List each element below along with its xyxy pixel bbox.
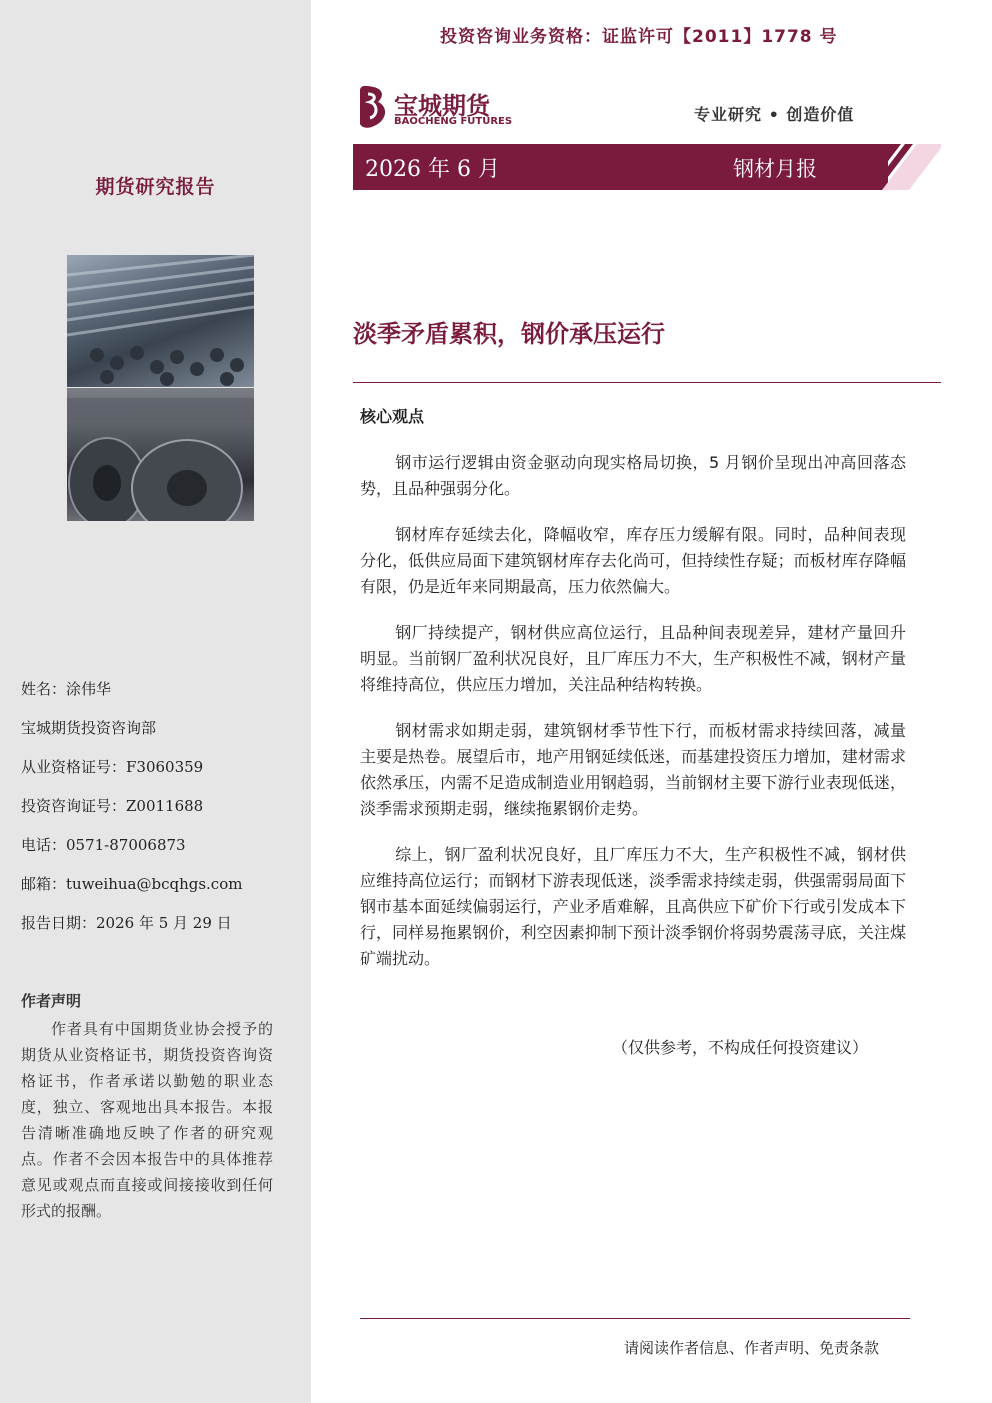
logo-mark-icon [356, 84, 390, 130]
paragraph: 钢市运行逻辑由资金驱动向现实格局切换，5 月钢价呈现出冲高回落态势，且品种强弱分化。 [360, 453, 906, 498]
footer-note: 请阅读作者信息、作者声明、免责条款 [624, 1339, 880, 1357]
logo-text-cn: 宝城期货 [394, 92, 490, 120]
author-info [21, 670, 242, 943]
slogan: 专业研究 • 创造价值 [694, 105, 855, 124]
report-headline: 淡季矛盾累积，钢价承压运行 [353, 320, 665, 348]
core-view-heading: 核心观点 [360, 407, 425, 426]
headline-divider [353, 382, 941, 383]
report-banner [353, 144, 941, 190]
paragraph: 钢材库存延续去化，降幅收窄，库存压力缓解有限。同时，品种间表现分化，低供应局面下建筑钢材库存去化尚可，但持续性存疑；而板材库存降幅有限，仍是近年来同期最高，压力依然偏大。 [360, 525, 906, 596]
footer-divider [360, 1318, 910, 1319]
declaration-body: 作者具有中国期货业协会授予的期货从业资格证书，期货投资咨询资格证书，作者承诺以勤勉的职业态度，独立、客观地出具本报告。本报告清晰准确地反映了作者的研究观点。作者不会因本报告中的具体推荐意见或观点而直接或间接接收到任何形式的报酬。 [21, 1020, 273, 1220]
sidebar [0, 0, 311, 1403]
banner-date: 2026 年 6 月 [365, 157, 500, 182]
author-name: 姓名：涂伟华 [21, 680, 112, 698]
core-view-content [360, 450, 906, 992]
advisory-license: 投资咨询证号：Z0011688 [21, 797, 204, 815]
author-phone: 电话：0571-87006873 [21, 836, 186, 854]
paragraph: 综上，钢厂盈利状况良好，且厂库压力不大，生产积极性不减，钢材供应维持高位运行；而钢材下游表现低迷，淡季需求持续走弱，供强需弱局面下钢市基本面延续偏弱运行，产业矛盾难解，且高供应下矿价下行或引发成本下行，同样易拖累钢价，利空因素抑制下预计淡季钢价将弱势震荡寻底，关注煤矿端扰动。 [360, 845, 906, 968]
company-logo [356, 84, 526, 132]
report-date: 报告日期：2026 年 5 月 29 日 [21, 914, 232, 932]
investment-disclaimer: （仅供参考，不构成任何投资建议） [612, 1038, 869, 1057]
logo-text-en: BAOCHENG FUTURES [394, 116, 513, 127]
author-email: 邮箱：tuweihua@bcqhgs.com [21, 875, 243, 893]
rebar-bundle-photo [67, 255, 254, 387]
paragraph: 钢材需求如期走弱，建筑钢材季节性下行，而板材需求持续回落，减量主要是热卷。展望后市，地产用钢延续低迷，而基建投资压力增加，建材需求依然承压，内需不足造成制造业用钢趋弱，当前钢材主要下游行业表现低迷，淡季需求预期走弱，继续拖累钢价走势。 [360, 721, 906, 818]
paragraph: 钢厂持续提产，钢材供应高位运行，且品种间表现差异，建材产量回升明显。当前钢厂盈利状况良好，且厂库压力不大，生产积极性不减，钢材产量将维持高位，供应压力增加，关注品种结构转换。 [360, 623, 906, 694]
qualification-line: 投资咨询业务资格：证监许可【2011】1778 号 [440, 27, 838, 47]
practice-license: 从业资格证号：F3060359 [21, 758, 204, 776]
report-type: 钢材月报 [733, 157, 817, 181]
declaration-heading: 作者声明 [21, 992, 82, 1010]
sidebar-title: 期货研究报告 [95, 176, 216, 198]
banner-stripes-icon [853, 144, 941, 190]
author-department: 宝城期货投资咨询部 [21, 719, 157, 737]
steel-coil-photo [67, 388, 254, 521]
